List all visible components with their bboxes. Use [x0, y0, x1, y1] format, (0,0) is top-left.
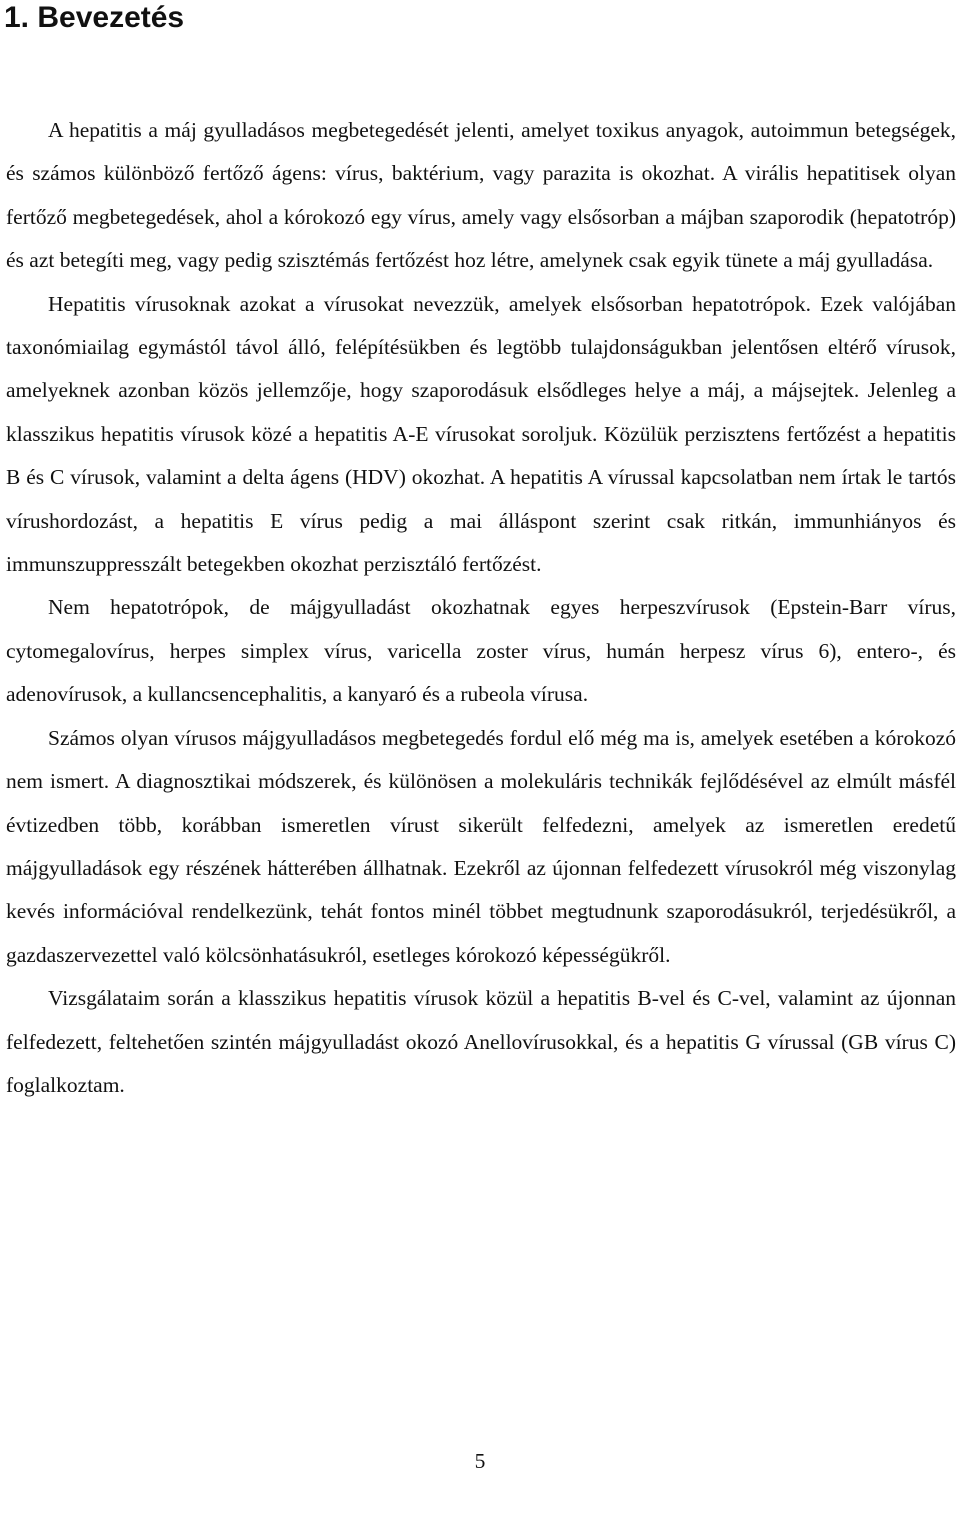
paragraph: Hepatitis vírusoknak azokat a vírusokat nevezzük, amelyek elsősorban hepatotrópok. Ezek valójában taxonómiailag egymástól távol álló, felépítésükben és legtöbb tulajdonságukban jelentősen eltérő vírusok, amelyeknek azonban közös jellemzője, hogy szaporodásuk elsődleges helye a máj, a májsejtek. Jelenleg a klasszikus hepatitis vírusok közé a hepatitis A-E vírusokat soroljuk. Közülük perzisztens fertőzést a hepatitis B és C vírusok, valamint a delta ágens (HDV) okozhat. A hepatitis A vírussal kapcsolatban nem írtak le tartós vírushordozást, a hepatitis E vírus pedig a mai álláspont szerint csak ritkán, immunhiányos és immunszuppresszált betegekben okozhat perzisztáló fertőzést. — [6, 291, 956, 577]
paragraph: A hepatitis a máj gyulladásos megbetegedését jelenti, amelyet toxikus anyagok, autoimmun betegségek, és számos különböző fertőző ágens: vírus, baktérium, vagy parazita is okozhat. A virális hepatitisek olyan fertőző megbetegedések, ahol a kórokozó egy vírus, amely vagy elsősorban a májban szaporodik (hepatotróp) és azt betegíti meg, vagy pedig szisztémás fertőzést hoz létre, amelynek csak egyik tünete a máj gyulladása. — [6, 118, 956, 273]
paragraph: Nem hepatotrópok, de májgyulladást okozhatnak egyes herpeszvírusok (Epstein-Barr vírus, cytomegalovírus, herpes simplex vírus, varicella zoster vírus, humán herpesz vírus 6), entero-, és adenovírusok, a kullancsencephalitis, a kanyaró és a rubeola vírusa. — [6, 595, 956, 707]
paragraph: Számos olyan vírusos májgyulladásos megbetegedés fordul elő még ma is, amelyek esetében a kórokozó nem ismert. A diagnosztikai módszerek, és különösen a molekuláris technikák fejlődésével az elmúlt másfél évtizedben több, korábban ismeretlen vírust sikerült felfedezni, amelyek az ismeretlen eredetű májgyulladások egy részének hátterében állhatnak. Ezekről az újonnan felfedezett vírusokról még viszonylag kevés információval rendelkezünk, tehát fontos minél többet megtudnunk szaporodásukról, terjedésükről, a gazdaszervezettel való kölcsönhatásukról, esetleges kórokozó képességükről. — [6, 725, 956, 967]
page-number: 5 — [474, 1449, 486, 1473]
body-text — [6, 109, 956, 1107]
section-heading: 1. Bevezetés — [4, 1, 185, 34]
paragraph: Vizsgálataim során a klasszikus hepatitis vírusok közül a hepatitis B-vel és C-vel, valamint az újonnan felfedezett, feltehetően szintén májgyulladást okozó Anellovírusokkal, és a hepatitis G vírussal (GB vírus C) foglalkoztam. — [6, 986, 956, 1097]
